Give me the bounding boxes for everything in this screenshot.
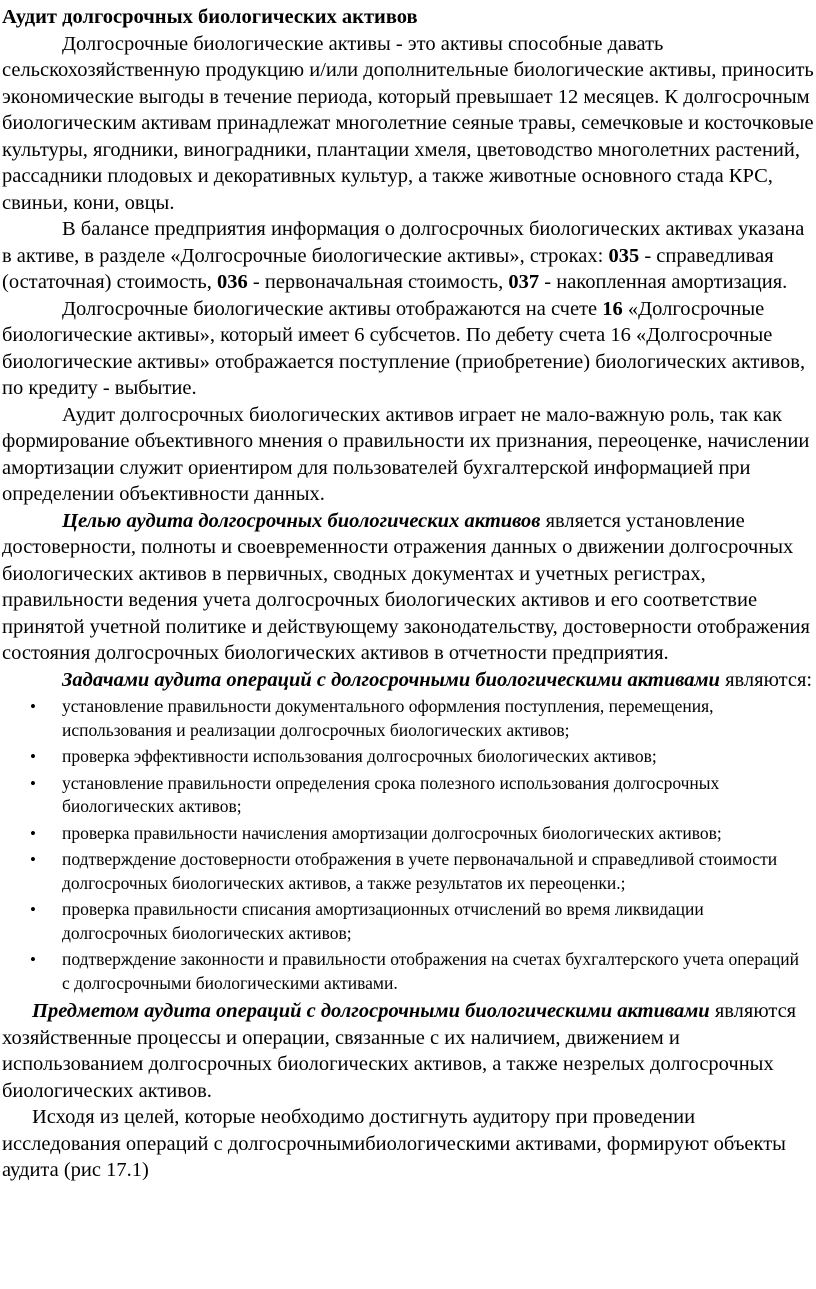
- list-item-text: установление правильности документального оформления поступления, перемещения, использования и реализации долгосрочных биологических активов;: [62, 696, 714, 740]
- list-item: [2, 822, 816, 846]
- list-item-text: подтверждение законности и правильности отображения на счетах бухгалтерского учета операций с долгосрочными биологическими активами.: [62, 949, 799, 993]
- audit-tasks-text: являются:: [719, 668, 813, 691]
- document-title: Аудит долгосрочных биологических активов: [2, 6, 418, 28]
- list-item-text: подтверждение достоверности отображения в учете первоначальной и справедливой стоимости долгосрочных биологических активов, а также результатов их переоценки.;: [62, 849, 778, 893]
- audit-goal-text: является установление достоверности, полноты и своевременности отражения данных о движении долгосрочных биологических активов в первичных, сводных документах и учетных регистрах, правильности ведения учета долгосрочных биологических активов и его соответствие принятой учетной политике и действующему законодательству, достоверности отображения состояния долгосрочных биологических активов в отчетности предприятия.: [2, 509, 810, 664]
- account-number: 16: [602, 297, 623, 320]
- bullet-icon: •: [30, 900, 36, 919]
- list-item-text: проверка правильности списания амортизационных отчислений во время ликвидации долгосрочных биологических активов;: [62, 899, 704, 943]
- balance-text-4: - накопленная амортизация.: [539, 271, 788, 293]
- bullet-icon: •: [30, 823, 36, 843]
- audit-subject-term: Предметом аудита операций с долгосрочными биологическими активами: [32, 1000, 710, 1022]
- bullet-icon: •: [30, 697, 36, 716]
- audit-goal-term: Целью аудита долгосрочных биологических активов: [62, 509, 541, 532]
- list-item-text: проверка правильности начисления амортизации долгосрочных биологических активов;: [62, 822, 722, 843]
- audit-tasks-list: [2, 695, 816, 995]
- balance-text-3: - первоначальная стоимость,: [247, 271, 509, 293]
- audit-subject-text: являются хозяйственные процессы и операции, связанные с их наличием, движением и использованием долгосрочных биологических активов, а также незрелых долгосрочных биологических активов.: [2, 1000, 797, 1102]
- balance-code-035: 035: [608, 244, 640, 267]
- bullet-icon: •: [30, 950, 36, 969]
- account-text-2: «Долгосрочные биологические активы», который имеет 6 субсчетов. По дебету счета 16 «Долгосрочные биологические активы» отображается поступление (приобретение) биологических активов, по кредиту - выбытие.: [2, 297, 806, 399]
- definition-paragraph: Долгосрочные биологические активы - это активы способные давать сельскохозяйственную продукцию и/или дополнительные биологические активы, приносить экономические выгоды в течение периода, который превышает 12 месяцев. К долгосрочным биологическим активам принадлежат многолетние сеяные травы, семечковые и косточковые культуры, ягодники, виноградники, плантации хмеля, цветоводство многолетних растений, рассадники плодовых и декоративных культур, а также животные основного стада КРС, свиньи, кони, овцы.: [2, 32, 814, 214]
- bullet-icon: •: [30, 850, 36, 869]
- balance-paragraph: [2, 216, 816, 296]
- list-item-text: проверка эффективности использования долгосрочных биологических активов;: [62, 746, 657, 766]
- list-item: [2, 695, 816, 742]
- audit-importance-paragraph: Аудит долгосрочных биологических активов играет не мало-важную роль, так как формирование объективного мнения о правильности их признания, переоценке, начислении амортизации служит ориентиром для пользователей бухгалтерской информацией при определении объективности данных.: [2, 403, 810, 505]
- list-item-text: установление правильности определения срока полезного использования долгосрочных биологических активов;: [62, 772, 720, 816]
- list-item: [2, 772, 816, 819]
- balance-text-1: В балансе предприятия информация о долгосрочных биологических активах указана в активе, в разделе «Долгосрочные биологические активы», строках:: [2, 218, 805, 267]
- audit-tasks-term: Задачами аудита операций с долгосрочными биологическими активами: [62, 668, 720, 691]
- bullet-icon: •: [30, 773, 36, 793]
- audit-objects-paragraph: Исходя из целей, которые необходимо достигнуть аудитору при проведении исследования операций с долгосрочнымибиологическими активами, формируют объекты аудита (рис 17.1): [2, 1106, 786, 1181]
- audit-goal-paragraph: [2, 508, 816, 667]
- bullet-icon: •: [30, 747, 36, 766]
- list-item: [2, 745, 816, 769]
- audit-tasks-heading: [2, 667, 816, 694]
- balance-code-036: 036: [217, 271, 248, 293]
- list-item: [2, 948, 816, 995]
- balance-text-2: - справедливая (остаточная) стоимость,: [2, 244, 774, 293]
- audit-subject-paragraph: [2, 998, 816, 1104]
- balance-code-037: 037: [508, 271, 540, 293]
- list-item: [2, 898, 816, 945]
- list-item: [2, 848, 816, 895]
- account-text-1: Долгосрочные биологические активы отображаются на счете: [62, 297, 603, 320]
- account-paragraph: [2, 296, 816, 402]
